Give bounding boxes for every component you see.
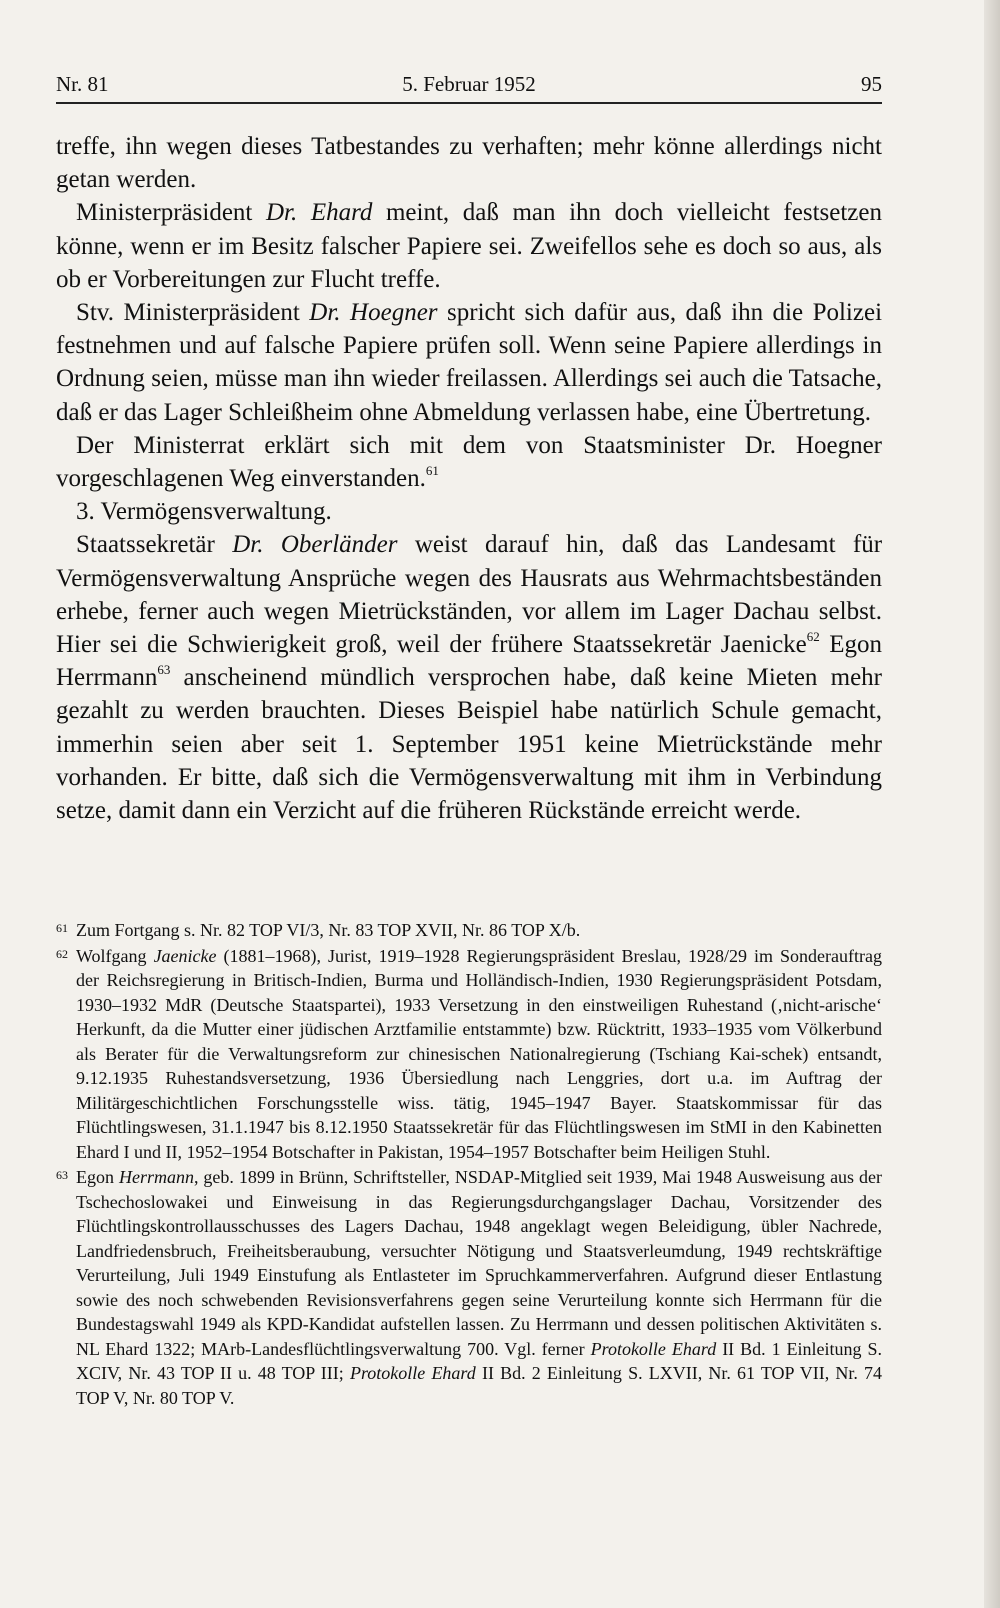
footnote — [56, 918, 882, 943]
speaker-prefix: Dr. — [309, 299, 341, 327]
document-date: 5. Februar 1952 — [402, 72, 536, 96]
paragraph-text: anscheinend mündlich versprochen habe, daß keine Mieten mehr gezahlt zu werden brauchten. Dieses Beispiel habe natürlich Schule gemacht, immerhin seien aber seit 1. September 1951 keine Mietrückstände mehr vorhanden. Er bitte, daß sich die Vermögensverwaltung mit ihm in Verbindung setze, damit dann ein Verzicht auf die früheren Rückstände erreicht werde. — [56, 664, 882, 825]
speaker-title: Staatssekretär — [76, 531, 215, 559]
citation-title: Protokolle Ehard — [590, 1338, 717, 1359]
footnotes — [56, 918, 882, 1411]
footnote-number: 61 — [56, 921, 68, 935]
footnote-text: , geb. 1899 in Brünn, Schriftsteller, NSDAP-Mitglied seit 1939, Mai 1948 Ausweisung aus der Tschechoslowakei und Einweisung in das Regierungsdurchgangslager Dachau, Vorsitzender des Flüchtlingskontrollausschusses des Lagers Dachau, 1948 angeklagt wegen Beleidigung, übler Nachrede, Landfriedensbruch, Freiheitsberaubung, versuchter Nötigung und Staatsverleumdung, 1949 rechtskräftige Verurteilung, Juli 1949 Einstufung als Entlasteter im Spruchkammerverfahren. Aufgrund dieser Entlastung sowie des noch schwebenden Revisionsverfahrens gegen seine Verurteilung konnte sich Herrmann für die Bundestagswahl 1949 als KPD-Kandidat aufstellen lassen. Zu Herrmann und dessen politischen Aktivitäten s. NL Ehard 1322; MArb-Landesflüchtlingsverwaltung 700. Vgl. ferner — [76, 1167, 882, 1359]
footnote-reference[interactable]: 62 — [806, 629, 820, 645]
header-rule — [56, 102, 882, 104]
paragraph-text: weist darauf hin, daß das Landesamt für Vermögensverwaltung Ansprüche wegen des Hausrats aus Wehrmachtsbeständen erhebe, ferner auch wegen Mietrückständen, vor allem im Lager Dachau selbst. Hier sei die Schwierigkeit groß, weil der frühere Staatssekretär Jaenicke — [56, 531, 883, 659]
paragraph: treffe, ihn wegen dieses Tatbestandes zu verhaften; mehr könne allerdings nicht getan werden. — [56, 133, 882, 194]
footnote-number: 63 — [56, 1168, 68, 1182]
paragraph — [56, 196, 882, 296]
document-number: Nr. 81 — [56, 72, 109, 96]
footnote — [56, 1165, 882, 1410]
footnote-text: Wolfgang — [76, 945, 147, 966]
footnote-reference[interactable]: 61 — [425, 463, 439, 479]
footnote-number: 62 — [56, 946, 68, 961]
page-number: 95 — [861, 72, 882, 96]
paragraph-text: Der Ministerrat erklärt sich mit dem von Staatsminister Dr. Hoegner vorgeschlagenen Weg einverstanden. — [56, 431, 882, 493]
footnote-text: II Bd. 1 Einleitung S. XCIV, Nr. 43 TOP II u. 48 TOP III; — [76, 1338, 883, 1383]
footnote-text: Egon — [76, 1167, 114, 1187]
paragraph-text: meint, daß man ihn doch vielleicht festsetzen könne, wenn er im Besitz falscher Papiere sei. Zweifellos sehe es doch so aus, als ob er Vorbereitungen zur Flucht treffe. — [56, 199, 882, 293]
footnote-reference[interactable]: 63 — [157, 662, 171, 678]
footnote — [56, 944, 882, 1165]
speaker-prefix: Dr. — [232, 531, 264, 559]
person-name: Jaenicke — [153, 945, 217, 966]
paragraph — [56, 528, 882, 827]
speaker-title: Ministerpräsident — [76, 199, 253, 227]
footnote-text: Zum Fortgang s. Nr. 82 TOP VI/3, Nr. 83 TOP XVII, Nr. 86 TOP X/b. — [76, 920, 581, 940]
paragraph — [56, 429, 882, 495]
speaker-name: Oberländer — [280, 531, 398, 559]
speaker-title: Stv. Ministerpräsident — [76, 299, 300, 327]
speaker-prefix: Dr. — [265, 199, 298, 227]
speaker-name: Ehard — [310, 199, 373, 227]
main-text — [56, 130, 882, 827]
section-heading: 3. Vermögensverwaltung. — [76, 498, 332, 526]
citation-title: Protokolle Ehard — [349, 1363, 476, 1383]
running-header — [56, 72, 882, 104]
speaker-name: Hoegner — [350, 299, 438, 327]
paragraph-text: spricht sich dafür aus, daß ihn die Polizei festnehmen und auf falsche Papiere prüfen soll. Wenn seine Papiere allerdings in Ordnung seien, müsse man ihn wieder freilassen. Allerdings sei auch die Tatsache, daß er das Lager Schleißheim ohne Abmeldung verlassen habe, eine Übertretung. — [56, 299, 883, 426]
paragraph-text: Egon Herrmann — [56, 631, 882, 692]
footnote-text: (1881–1968), Jurist, 1919–1928 Regierungspräsident Breslau, 1928/29 im Sonderauftrag der Reichsregierung in Britisch-Indien, Burma und Holländisch-Indien, 1930 Regierungspräsident Potsdam, 1930–1932 MdR (Deutsche Staatspartei), 1933 Versetzung in den einstweiligen Ruhestand (‚nicht-arische‘ Herkunft, da die Mutter einer jüdischen Arztfamilie entstammte) bzw. Rücktritt, 1933–1935 vom Völkerbund als Berater für die Verwaltungsreform zur chinesischen Nationalregierung (Tschiang Kai-schek) entsandt, 9.12.1935 Ruhestandsversetzung, 1936 Übersiedlung nach Lenggries, dort u.a. im Auftrag der Militärgeschichtlichen Forschungsstelle wiss. tätig, 1945–1947 Bayer. Staatskommissar für das Flüchtlingswesen, 31.1.1947 bis 8.12.1950 Staatssekretär für das Flüchtlingswesen im StMI in den Kabinetten Ehard I und II, 1952–1954 Botschafter in Pakistan, 1954–1957 Botschafter beim Heiligen Stuhl. — [76, 945, 882, 1162]
paragraph — [56, 296, 882, 429]
footnote-text: II Bd. 2 Einleitung S. LXVII, Nr. 61 TOP VII, Nr. 74 TOP V, Nr. 80 TOP V. — [76, 1363, 883, 1408]
person-name: Herrmann — [118, 1167, 194, 1187]
page-edge-shadow — [984, 0, 1000, 1608]
